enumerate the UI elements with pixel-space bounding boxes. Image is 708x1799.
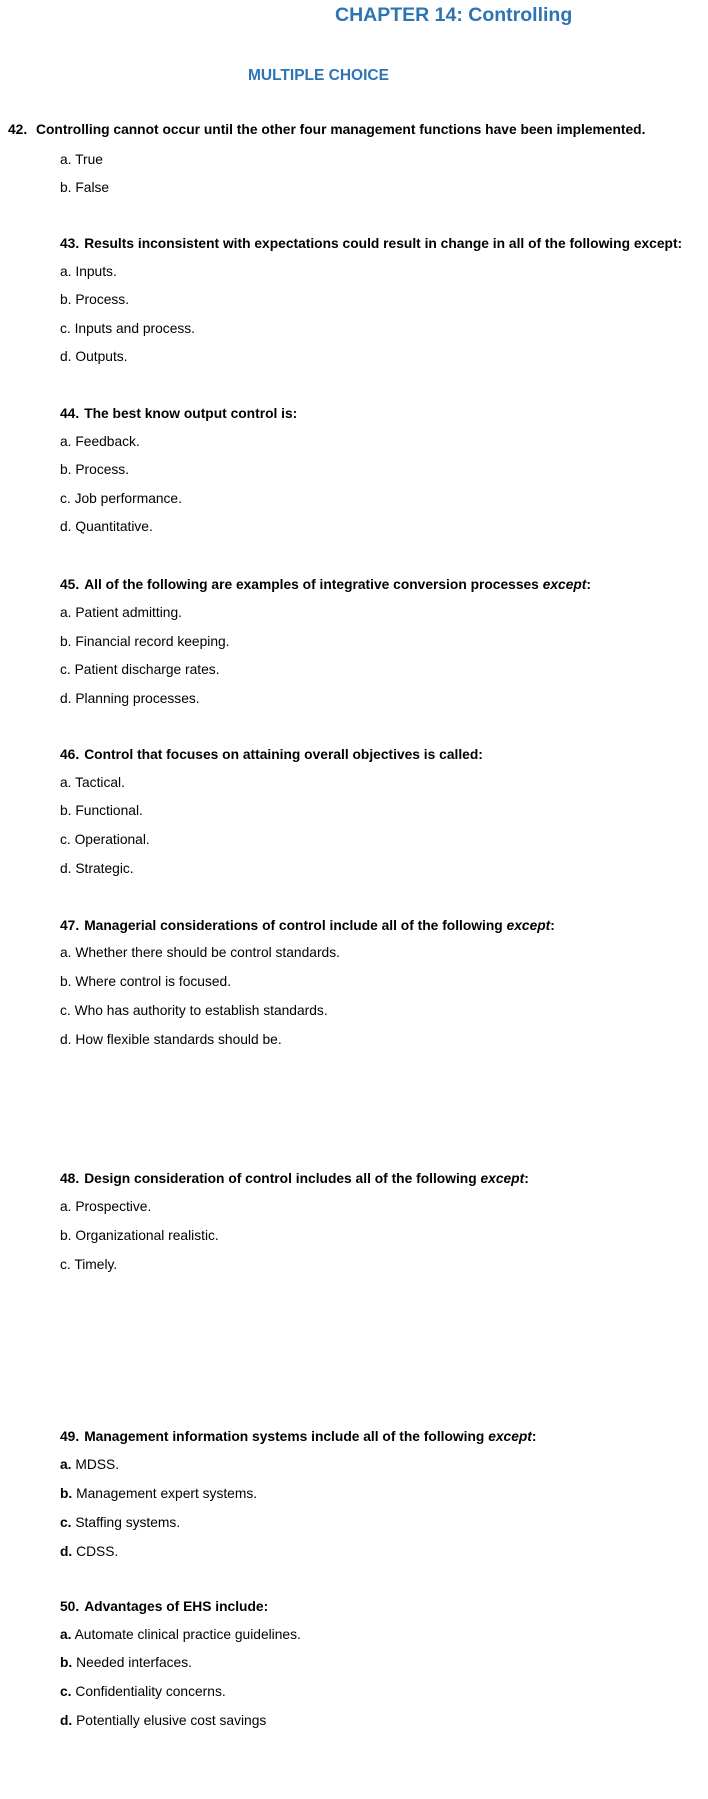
- option-text: Patient discharge rates.: [74, 662, 220, 677]
- option-letter: d.: [60, 691, 72, 706]
- option-text: Organizational realistic.: [75, 1228, 219, 1243]
- question-suffix: :: [550, 918, 555, 933]
- answer-option: [60, 1626, 301, 1644]
- option-text: CDSS.: [76, 1544, 119, 1559]
- option-letter: d.: [60, 1713, 73, 1728]
- option-text: False: [75, 180, 110, 195]
- option-text: Financial record keeping.: [75, 634, 230, 649]
- question-number: 44.: [60, 406, 80, 421]
- option-letter: a.: [60, 1457, 72, 1472]
- option-text: True: [75, 152, 103, 167]
- question-stem: Management information systems include all of the following: [84, 1429, 489, 1444]
- question-emphasis: except: [480, 1171, 525, 1186]
- option-letter: a.: [60, 1199, 72, 1214]
- option-text: Strategic.: [75, 861, 134, 876]
- answer-option: [60, 802, 143, 820]
- answer-option: [60, 860, 134, 878]
- question-text: [60, 1428, 537, 1446]
- option-text: How flexible standards should be.: [75, 1032, 282, 1047]
- option-letter: b.: [60, 634, 72, 649]
- option-letter: a.: [60, 605, 72, 620]
- question-stem: Control that focuses on attaining overall objectives is called:: [84, 747, 483, 762]
- option-letter: c.: [60, 1257, 71, 1272]
- answer-option: [60, 348, 128, 366]
- answer-option: [60, 518, 153, 536]
- option-letter: c.: [60, 321, 71, 336]
- option-text: Job performance.: [74, 491, 182, 506]
- option-text: Inputs and process.: [74, 321, 195, 336]
- option-letter: b.: [60, 974, 72, 989]
- answer-option: [60, 831, 150, 849]
- answer-option: [60, 774, 125, 792]
- chapter-title: CHAPTER 14: Controlling: [335, 4, 573, 26]
- answer-option: [60, 604, 182, 622]
- option-text: MDSS.: [75, 1457, 120, 1472]
- question-text: [60, 235, 682, 253]
- option-letter: b.: [60, 462, 72, 477]
- option-letter: c.: [60, 1684, 72, 1699]
- answer-option: [60, 461, 129, 479]
- option-text: Needed interfaces.: [76, 1655, 192, 1670]
- question-stem: The best know output control is:: [84, 406, 298, 421]
- answer-option: [60, 151, 103, 169]
- answer-option: [60, 1712, 266, 1730]
- option-text: Automate clinical practice guidelines.: [74, 1627, 301, 1642]
- answer-option: [60, 1683, 226, 1701]
- option-letter: b.: [60, 1228, 72, 1243]
- answer-option: [60, 433, 140, 451]
- option-letter: a.: [60, 434, 72, 449]
- option-letter: a.: [60, 775, 72, 790]
- option-text: Tactical.: [75, 775, 125, 790]
- answer-option: [60, 1514, 180, 1532]
- question-number: 46.: [60, 747, 80, 762]
- option-text: Process.: [75, 462, 130, 477]
- answer-option: [60, 973, 231, 991]
- question-emphasis: except: [506, 918, 551, 933]
- option-letter: b.: [60, 292, 72, 307]
- question-stem: All of the following are examples of integrative conversion processes: [84, 577, 543, 592]
- option-letter: d.: [60, 1032, 72, 1047]
- option-text: Where control is focused.: [75, 974, 232, 989]
- question-stem: Advantages of EHS include:: [84, 1599, 269, 1614]
- question-stem: Results inconsistent with expectations could result in change in all of the following except:: [84, 236, 683, 251]
- option-letter: c.: [60, 662, 71, 677]
- option-text: Who has authority to establish standards.: [74, 1003, 328, 1018]
- answer-option: [60, 1456, 119, 1474]
- option-text: Feedback.: [75, 434, 140, 449]
- option-text: Inputs.: [75, 264, 117, 279]
- option-letter: d.: [60, 861, 72, 876]
- option-letter: a.: [60, 945, 72, 960]
- question-suffix: :: [531, 1429, 537, 1444]
- option-letter: b.: [60, 1655, 73, 1670]
- question-suffix: :: [586, 577, 592, 592]
- answer-option: [60, 179, 109, 197]
- answer-option: [60, 320, 195, 338]
- option-text: Patient admitting.: [75, 605, 182, 620]
- answer-option: [60, 1031, 282, 1049]
- answer-option: [60, 1485, 257, 1503]
- option-letter: d.: [60, 519, 72, 534]
- answer-option: [60, 1198, 151, 1216]
- option-text: Management expert systems.: [76, 1486, 258, 1501]
- option-text: Outputs.: [75, 349, 128, 364]
- question-number: 47.: [60, 918, 80, 933]
- option-letter: d.: [60, 1544, 73, 1559]
- question-text: [60, 1598, 268, 1616]
- option-letter: d.: [60, 349, 72, 364]
- option-text: Staffing systems.: [75, 1515, 181, 1530]
- question-number: 48.: [60, 1171, 80, 1186]
- answer-option: [60, 661, 220, 679]
- option-letter: c.: [60, 1515, 72, 1530]
- question-number: 42.: [8, 122, 28, 137]
- question-emphasis: except: [542, 577, 587, 592]
- option-letter: b.: [60, 803, 72, 818]
- question-text: [60, 1170, 529, 1188]
- question-text: [60, 917, 555, 935]
- question-number: 50.: [60, 1599, 80, 1614]
- question-emphasis: except: [488, 1429, 532, 1444]
- question-text: [60, 746, 483, 764]
- question-text: [60, 405, 297, 423]
- answer-option: [60, 944, 340, 962]
- question-suffix: :: [524, 1171, 529, 1186]
- option-text: Timely.: [74, 1257, 118, 1272]
- option-text: Quantitative.: [75, 519, 153, 534]
- question-number: 45.: [60, 577, 80, 592]
- option-text: Prospective.: [75, 1199, 152, 1214]
- question-number: 49.: [60, 1429, 80, 1444]
- option-letter: c.: [60, 1003, 71, 1018]
- option-text: Confidentiality concerns.: [75, 1684, 226, 1699]
- question-stem: Managerial considerations of control include all of the following: [84, 918, 507, 933]
- option-letter: b.: [60, 180, 72, 195]
- option-letter: c.: [60, 491, 71, 506]
- question-text: [8, 121, 645, 139]
- question-number: 43.: [60, 236, 80, 251]
- question-text: [60, 576, 591, 594]
- option-text: Whether there should be control standards.: [75, 945, 340, 960]
- option-letter: c.: [60, 832, 71, 847]
- option-text: Planning processes.: [75, 691, 200, 706]
- option-text: Operational.: [74, 832, 150, 847]
- option-letter: a.: [60, 152, 72, 167]
- answer-option: [60, 633, 230, 651]
- section-title: MULTIPLE CHOICE: [248, 67, 389, 84]
- option-text: Process.: [75, 292, 130, 307]
- answer-option: [60, 1543, 118, 1561]
- option-letter: b.: [60, 1486, 73, 1501]
- option-letter: a.: [60, 1627, 72, 1642]
- answer-option: [60, 490, 182, 508]
- answer-option: [60, 1256, 117, 1274]
- option-letter: a.: [60, 264, 72, 279]
- answer-option: [60, 690, 200, 708]
- question-stem: Controlling cannot occur until the other four management functions have been implemented.: [36, 122, 646, 137]
- answer-option: [60, 291, 129, 309]
- answer-option: [60, 1002, 328, 1020]
- answer-option: [60, 1654, 192, 1672]
- option-text: Potentially elusive cost savings: [76, 1713, 267, 1728]
- answer-option: [60, 263, 117, 281]
- answer-option: [60, 1227, 219, 1245]
- question-stem: Design consideration of control includes all of the following: [84, 1171, 481, 1186]
- option-text: Functional.: [75, 803, 143, 818]
